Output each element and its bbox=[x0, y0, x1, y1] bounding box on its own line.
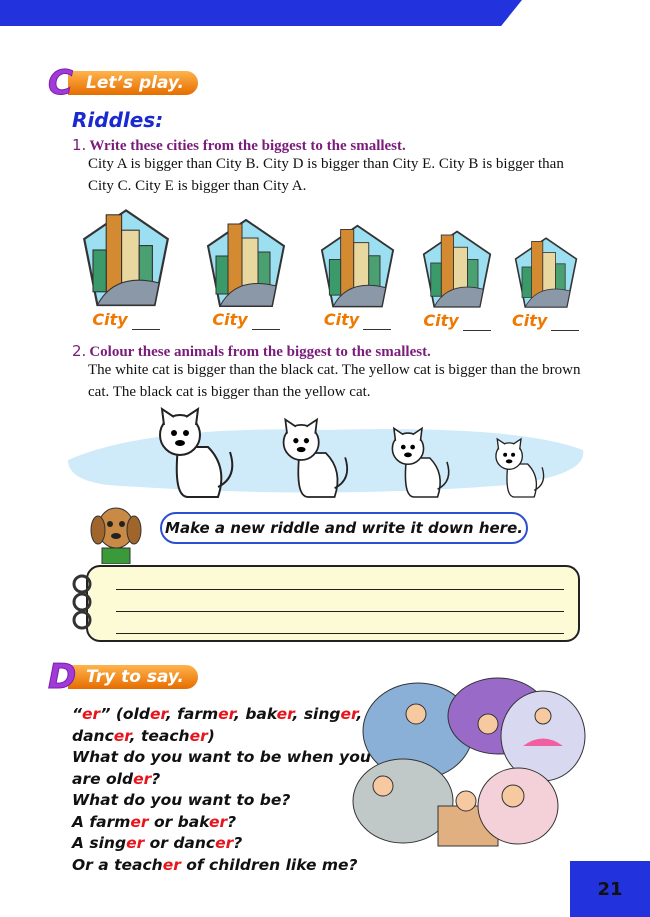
section-title: Let’s play. bbox=[68, 71, 198, 95]
cats-illustration bbox=[68, 405, 588, 505]
city-label: City bbox=[423, 310, 459, 330]
occupations-illustration bbox=[348, 676, 588, 848]
chant-text-segment: ? bbox=[151, 769, 161, 788]
city-label: City bbox=[212, 310, 248, 329]
er-highlight: er bbox=[113, 726, 130, 745]
question-number: 1. bbox=[72, 136, 87, 154]
chant-line bbox=[72, 790, 371, 812]
chant-text-segment: or bak bbox=[148, 812, 209, 831]
city-item bbox=[82, 206, 170, 329]
question-1-text: City A is bigger than City B. City D is bigger than City E. City B is bigger than City C. City E is bigger than City A. bbox=[88, 156, 564, 194]
writing-area[interactable] bbox=[86, 565, 580, 642]
city-illustrations bbox=[0, 200, 650, 330]
chant-text-segment: ? bbox=[227, 812, 237, 831]
chant-line bbox=[72, 726, 371, 748]
er-highlight: er bbox=[133, 769, 152, 788]
er-highlight: er bbox=[149, 705, 166, 723]
chant-text-segment: “ bbox=[72, 705, 82, 723]
city-icon bbox=[320, 222, 395, 308]
chant-text-segment: A farm bbox=[72, 812, 131, 831]
city-icon bbox=[422, 228, 492, 309]
chant-line bbox=[72, 747, 371, 769]
city-label: City bbox=[512, 310, 548, 330]
er-highlight: er bbox=[208, 812, 228, 831]
er-highlight: er bbox=[218, 705, 235, 723]
er-highlight: er bbox=[81, 705, 101, 723]
riddles-heading: Riddles: bbox=[72, 108, 164, 132]
city-item bbox=[320, 222, 395, 330]
city-icon bbox=[82, 206, 170, 307]
er-highlight: er bbox=[215, 834, 234, 852]
er-highlight: er bbox=[126, 834, 145, 852]
chant-text-segment: What do you want to be? bbox=[72, 791, 291, 809]
chant-text-segment: , sing bbox=[292, 705, 341, 723]
er-highlight: er bbox=[276, 705, 293, 723]
answer-blank[interactable] bbox=[132, 310, 160, 330]
answer-blank[interactable] bbox=[551, 311, 579, 331]
answer-blank[interactable] bbox=[463, 311, 491, 331]
section-d-header bbox=[48, 657, 198, 697]
chant-line bbox=[72, 833, 371, 855]
writing-line bbox=[116, 589, 564, 590]
city-item bbox=[206, 216, 286, 330]
er-highlight: er bbox=[340, 705, 357, 723]
chant-text-segment: are old bbox=[72, 769, 134, 788]
city-label: City bbox=[92, 309, 128, 329]
page-number: 21 bbox=[570, 861, 650, 917]
chant-text-segment: , bbox=[356, 705, 363, 723]
section-c-header bbox=[48, 63, 198, 103]
chant-text-segment: danc bbox=[72, 726, 114, 745]
chant-text-segment: or danc bbox=[144, 834, 216, 852]
chant-text-segment: , bak bbox=[234, 705, 277, 723]
chant-text-segment: ) bbox=[207, 726, 215, 745]
chant-text-segment: of children like me? bbox=[180, 855, 358, 874]
speech-bubble: Make a new riddle and write it down here. bbox=[160, 512, 528, 544]
chant-text-segment: , farm bbox=[165, 705, 219, 723]
chant-text-segment: , teach bbox=[129, 726, 190, 745]
section-letter: D bbox=[48, 657, 77, 697]
chant-text-segment: A sing bbox=[72, 834, 127, 852]
dog-icon bbox=[84, 498, 148, 564]
city-icon bbox=[206, 216, 286, 308]
answer-blank[interactable] bbox=[252, 310, 280, 330]
top-banner bbox=[0, 0, 522, 26]
question-number: 2. bbox=[72, 342, 87, 360]
city-item bbox=[512, 235, 579, 331]
question-instruction: Write these cities from the biggest to the smallest. bbox=[89, 138, 406, 154]
chant-line bbox=[72, 769, 371, 791]
section-letter: C bbox=[48, 63, 73, 103]
chant-line bbox=[72, 704, 371, 726]
er-highlight: er bbox=[189, 726, 208, 745]
question-instruction: Colour these animals from the biggest to the smallest. bbox=[89, 344, 431, 360]
er-highlight: er bbox=[162, 855, 181, 874]
writing-line bbox=[116, 611, 564, 612]
chant-line bbox=[72, 812, 371, 834]
er-highlight: er bbox=[130, 812, 149, 831]
city-item bbox=[422, 228, 492, 331]
chant-text bbox=[72, 704, 371, 876]
chant-text-segment: ” (old bbox=[100, 705, 150, 723]
chant-text-segment: Or a teach bbox=[72, 855, 163, 874]
city-icon bbox=[514, 235, 578, 309]
writing-line bbox=[116, 633, 564, 634]
answer-blank[interactable] bbox=[363, 310, 391, 330]
chant-text-segment: What do you want to be when you bbox=[72, 748, 371, 766]
question-2-text: The white cat is bigger than the black cat. The yellow cat is bigger than the brown cat. The black cat is bigger than the yellow cat. bbox=[88, 362, 581, 400]
city-label: City bbox=[323, 310, 360, 330]
chant-text-segment: ? bbox=[233, 834, 243, 852]
chant-line bbox=[72, 855, 371, 877]
section-title: Try to say. bbox=[68, 665, 198, 689]
notebook-rings-icon bbox=[68, 574, 98, 634]
